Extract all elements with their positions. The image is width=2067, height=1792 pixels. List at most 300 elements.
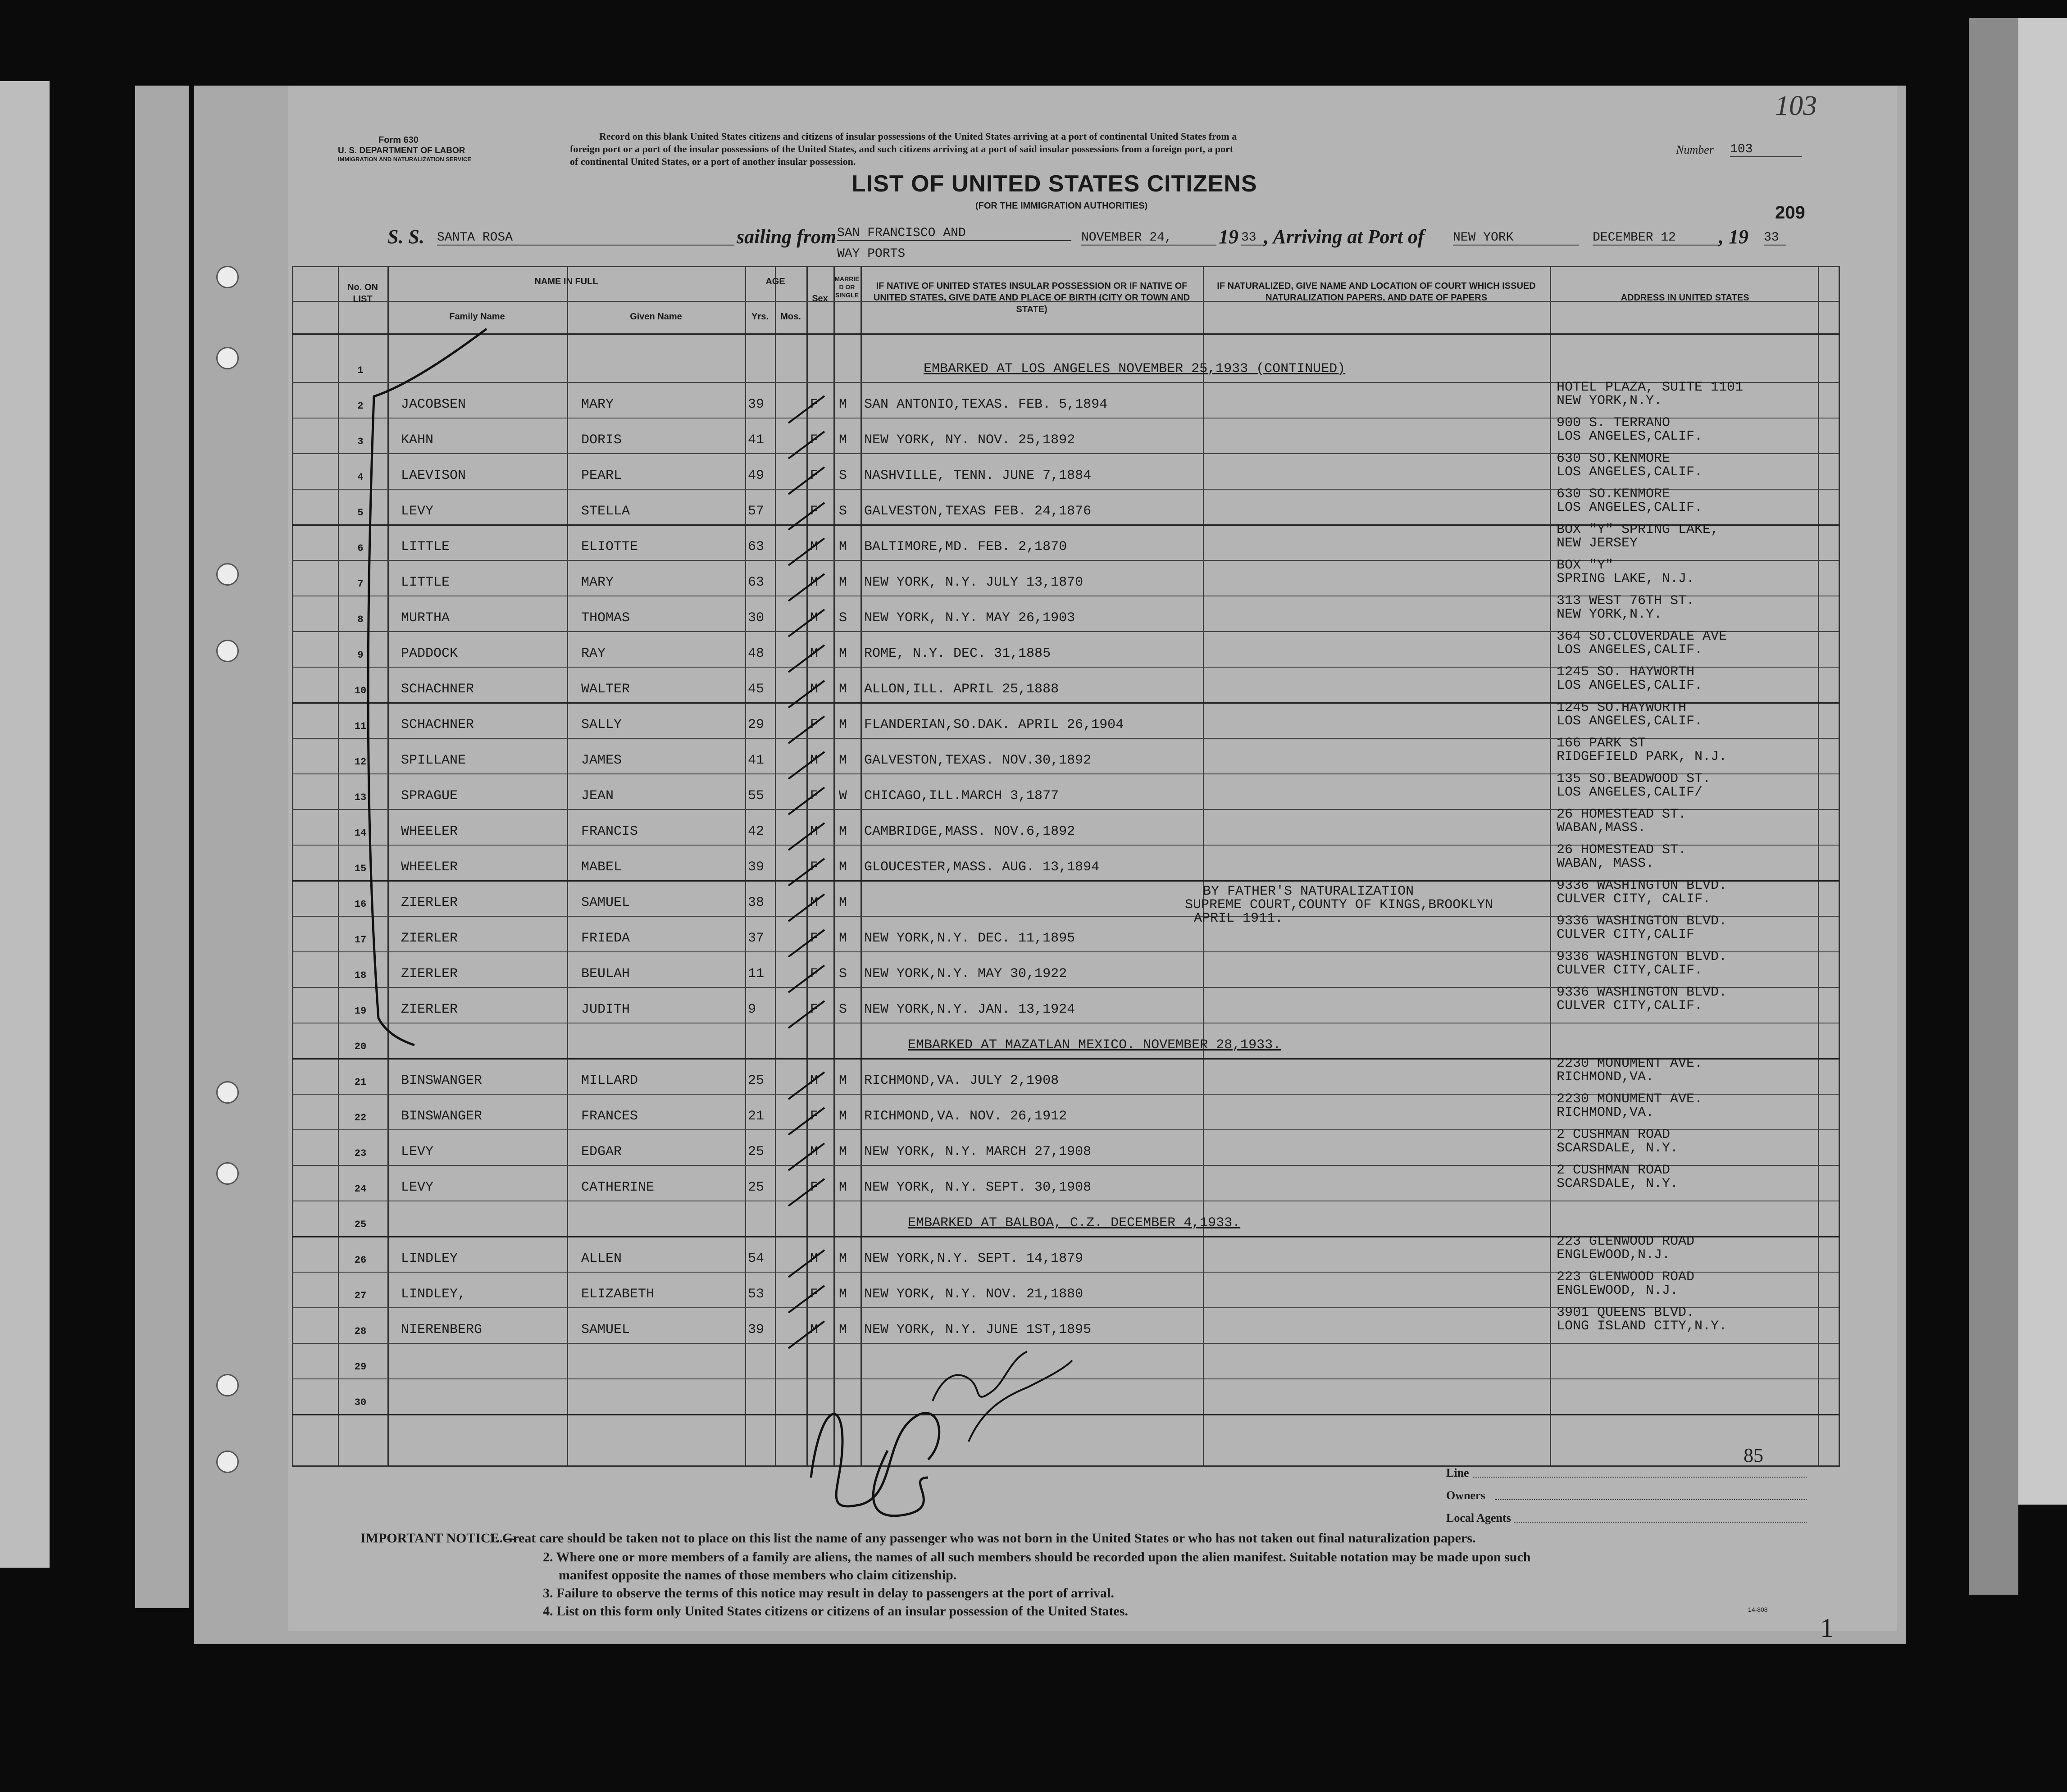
form-intro-1: Record on this blank United States citizens and citizens of insular possessions of the United States arriving at a port of continental United States from a [599,131,1237,142]
given-name: JUDITH [581,1002,630,1017]
address-line-2: RICHMOND,VA. [1557,1105,1654,1120]
family-name: KAHN [401,432,434,448]
age-years: 41 [748,753,765,768]
address-line-1: 9336 WASHINGTON BLVD. [1557,949,1727,964]
address-line-2: WABAN,MASS. [1557,820,1646,836]
arrival-date: DECEMBER 12 [1593,231,1719,246]
form-intro-2: foreign port or a port of the insular possessions of the United States, and such citizens arriving at a port of said insular possessions from a foreign port, a port [570,143,1234,155]
family-name: BINSWANGER [401,1109,483,1124]
line-number: 12 [354,756,367,768]
line-label: Line [1446,1466,1469,1479]
address-line-2: LOS ANGELES,CALIF. [1557,464,1703,480]
address-line-2: RICHMOND,VA. [1557,1069,1654,1085]
sex: F [810,504,819,519]
ss-label: S. S. [387,226,424,248]
address-line-1: 1245 SO.HAYWORTH [1557,700,1687,715]
address-line-1: 900 S. TERRANO [1557,415,1671,431]
line-number: 30 [354,1397,367,1408]
line-number: 24 [354,1183,367,1195]
marital-status: M [839,931,847,946]
ship-name: SANTA ROSA [437,231,734,246]
address-line-1: 364 SO.CLOVERDALE AVE [1557,629,1727,644]
age-years: 39 [748,1322,765,1337]
address-line-2: SCARSDALE, N.Y. [1557,1176,1679,1192]
age-years: 54 [748,1251,765,1266]
header-age-months: Mos. [780,312,801,322]
owners-field [1495,1499,1807,1500]
family-name: PADDOCK [401,646,458,661]
col-divider [1818,266,1819,1467]
given-name: MARY [581,397,614,412]
age-years: 63 [748,575,765,590]
address-line-2: NEW YORK,N.Y. [1557,393,1662,409]
given-name: PEARL [581,468,622,483]
header-no-on-list: No. ON LIST [347,282,378,304]
sailing-date: NOVEMBER 24, [1081,231,1216,246]
notice-1: 1. Great care should be taken not to place on this list the name of any passenger who was not born in the United States or who has not taken out final naturalization papers. [489,1531,1476,1546]
header-sex: Sex [812,294,828,304]
age-years: 63 [748,539,765,555]
birth-place-date: NEW YORK, N.Y. JULY 13,1870 [864,575,1084,590]
address-line-2: SPRING LAKE, N.J. [1557,571,1695,587]
line-number: 23 [354,1148,367,1159]
sex: M [810,1322,819,1337]
given-name: SAMUEL [581,1322,630,1337]
age-years: 39 [748,397,765,412]
address-line-1: 630 SO.KENMORE [1557,451,1671,466]
binder-hole [216,266,239,288]
marital-status: M [839,1109,847,1124]
line-number: 22 [354,1112,367,1123]
owners-label: Owners [1446,1489,1485,1502]
sailing-from-label: sailing from [737,226,837,248]
form-intro-3: of continental United States, or a port of another insular possession. [570,156,856,167]
sex: M [810,1251,819,1266]
address-line-1: 26 HOMESTEAD ST. [1557,807,1687,822]
sex: F [810,1109,819,1124]
age-years: 57 [748,504,765,519]
line-number: 4 [357,472,364,483]
line-number: 20 [354,1041,367,1052]
family-name: SPRAGUE [401,788,458,804]
marital-status: S [839,504,847,519]
given-name: EDGAR [581,1144,622,1160]
family-name: LINDLEY, [401,1287,466,1302]
number-label: Number [1676,143,1714,156]
age-years: 48 [748,646,765,661]
address-line-2: NEW YORK,N.Y. [1557,607,1662,622]
address-line-1: 2 CUSHMAN ROAD [1557,1127,1671,1142]
header-married-single: MARRIED OR SINGLE [834,275,860,299]
address-line-1: 313 WEST 76TH ST. [1557,593,1695,609]
family-name: WHEELER [401,824,458,839]
address-line-1: BOX "Y" SPRING LAKE, [1557,522,1719,537]
address-line-1: 3901 QUEENS BLVD. [1557,1305,1695,1320]
birth-place-date: BALTIMORE,MD. FEB. 2,1870 [864,539,1067,555]
line-number: 13 [354,792,367,803]
marital-status: M [839,824,847,839]
address-line-1: HOTEL PLAZA, SUITE 1101 [1557,380,1744,395]
family-name: ZIERLER [401,931,458,946]
given-name: CATHERINE [581,1180,655,1195]
notice-2b: manifest opposite the names of those members who claim citizenship. [559,1568,957,1583]
marital-status: S [839,1002,847,1017]
given-name: MABEL [581,860,622,875]
marital-status: M [839,1144,847,1160]
birth-place-date: CHICAGO,ILL.MARCH 3,1877 [864,788,1059,804]
marital-status: M [839,432,847,448]
given-name: JAMES [581,753,622,768]
age-years: 53 [748,1287,765,1302]
header-address: ADDRESS IN UNITED STATES [1621,293,1749,303]
section-heading: EMBARKED AT MAZATLAN MEXICO. NOVEMBER 28,1933. [908,1037,1281,1053]
line-number: 21 [354,1077,367,1088]
binder-hole [216,563,239,586]
line-number: 27 [354,1290,367,1301]
line-number: 7 [357,578,364,590]
address-line-2: LONG ISLAND CITY,N.Y. [1557,1319,1727,1334]
given-name: MARY [581,575,614,590]
sex: F [810,1180,819,1195]
line-number: 9 [357,650,364,661]
age-years: 49 [748,468,765,483]
address-line-1: 2 CUSHMAN ROAD [1557,1163,1671,1178]
address-line-1: 9336 WASHINGTON BLVD. [1557,878,1727,893]
handwritten-marks [333,315,1685,1396]
address-line-2: LOS ANGELES,CALIF. [1557,678,1703,693]
age-years: 55 [748,788,765,804]
number-value: 103 [1730,142,1802,157]
line-number: 16 [354,899,367,910]
line-number: 2 [357,400,364,412]
age-years: 25 [748,1073,765,1088]
marital-status: M [839,1287,847,1302]
birth-place-date: GALVESTON,TEXAS. NOV.30,1892 [864,753,1092,768]
address-line-1: 630 SO.KENMORE [1557,487,1671,502]
address-line-1: 26 HOMESTEAD ST. [1557,842,1687,858]
line-number: 8 [357,614,364,625]
given-name: ELIOTTE [581,539,638,555]
corner-page-number: 103 [1775,91,1817,121]
birth-place-date: NEW YORK, N.Y. NOV. 21,1880 [864,1287,1084,1302]
given-name: ELIZABETH [581,1287,655,1302]
family-name: SPILLANE [401,753,466,768]
line-number: 29 [354,1361,367,1373]
address-line-2: LOS ANGELES,CALIF. [1557,642,1703,658]
address-line-1: BOX "Y" [1557,558,1614,573]
local-agents-field [1514,1522,1807,1523]
family-name: LEVY [401,1180,434,1195]
line-field [1473,1477,1807,1478]
birth-place-date: NEW YORK,N.Y. DEC. 11,1895 [864,931,1075,946]
address-line-1: 2230 MONUMENT AVE. [1557,1056,1703,1071]
age-years: 9 [748,1002,756,1017]
line-number: 5 [357,507,364,518]
header-family-name: Family Name [449,312,505,322]
marital-status: M [839,1251,847,1266]
family-name: LEVY [401,1144,434,1160]
line-number: 15 [354,863,367,874]
local-agents-label: Local Agents [1446,1511,1511,1524]
form-service: IMMIGRATION AND NATURALIZATION SERVICE [338,156,472,163]
family-name: BINSWANGER [401,1073,483,1088]
line-number: 14 [354,828,367,839]
year-prefix-1: 19 [1219,226,1238,248]
sex: F [810,860,819,875]
address-line-1: 1245 SO. HAYWORTH [1557,664,1695,680]
sex: M [810,575,819,590]
age-years: 21 [748,1109,765,1124]
marital-status: M [839,646,847,661]
marital-status: M [839,575,847,590]
family-name: ZIERLER [401,1002,458,1017]
family-name: SCHACHNER [401,717,474,732]
naturalization-note-2: SUPREME COURT,COUNTY OF KINGS,BROOKLYN [1185,897,1493,913]
address-line-1: 223 GLENWOOD ROAD [1557,1269,1695,1285]
address-line-1: 223 GLENWOOD ROAD [1557,1234,1695,1249]
given-name: STELLA [581,504,630,519]
line-number: 17 [354,934,367,946]
binder-hole [216,640,239,662]
sex: M [810,1144,819,1160]
address-line-2: WABAN, MASS. [1557,856,1654,871]
header-name-in-full: NAME IN FULL [534,277,598,287]
birth-place-date: NEW YORK, N.Y. MAY 26,1903 [864,610,1075,626]
age-years: 41 [748,432,765,448]
birth-place-date: FLANDERIAN,SO.DAK. APRIL 26,1904 [864,717,1124,732]
form-department: U. S. DEPARTMENT OF LABOR [338,146,465,155]
marital-status: S [839,966,847,982]
left-edge-page [0,81,50,1568]
marital-status: M [839,539,847,555]
section-heading: EMBARKED AT BALBOA, C.Z. DECEMBER 4,1933. [908,1215,1241,1231]
address-line-2: LOS ANGELES,CALIF. [1557,429,1703,444]
birth-place-date: NEW YORK, N.Y. MARCH 27,1908 [864,1144,1092,1160]
line-number: 26 [354,1255,367,1266]
line-number: 11 [354,721,367,732]
given-name: SAMUEL [581,895,630,910]
line-number: 3 [357,436,364,447]
marital-status: M [839,895,847,910]
family-name: NIERENBERG [401,1322,483,1337]
marital-status: S [839,468,847,483]
arrival-port: NEW YORK [1453,231,1579,246]
address-line-2: ENGLEWOOD,N.J. [1557,1247,1671,1263]
family-name: LEVY [401,504,434,519]
address-line-1: 166 PARK ST [1557,736,1646,751]
sex: M [810,646,819,661]
sex: F [810,931,819,946]
sex: F [810,1287,819,1302]
stamped-number: 209 [1775,203,1805,223]
binder-hole [216,1081,239,1104]
left-edge-page-2 [135,86,189,1608]
marital-status: M [839,1322,847,1337]
marital-status: W [839,788,847,804]
age-years: 30 [748,610,765,626]
family-name: WHEELER [401,860,458,875]
given-name: FRANCES [581,1109,638,1124]
address-line-2: NEW JERSEY [1557,536,1638,551]
departure-port-1: SAN FRANCISCO AND [837,226,1071,241]
family-name: LITTLE [401,539,450,555]
header-given-name: Given Name [630,312,682,322]
address-line-1: 9336 WASHINGTON BLVD. [1557,985,1727,1000]
marital-status: M [839,753,847,768]
sex: F [810,1002,819,1017]
page-mark: 1 [1820,1613,1834,1643]
print-code: 14-808 [1748,1606,1768,1613]
birth-place-date: RICHMOND,VA. NOV. 26,1912 [864,1109,1067,1124]
birth-place-date: CAMBRIDGE,MASS. NOV.6,1892 [864,824,1075,839]
form-number: Form 630 [378,135,419,145]
section-heading: EMBARKED AT LOS ANGELES NOVEMBER 25,1933 (CONTINUED) [924,361,1346,377]
sex: F [810,966,819,982]
marital-status: S [839,610,847,626]
header-age-years: Yrs. [751,312,769,322]
page-count: 85 [1744,1444,1763,1466]
sex: M [810,824,819,839]
line-number: 28 [354,1326,367,1337]
birth-place-date: RICHMOND,VA. JULY 2,1908 [864,1073,1059,1088]
address-line-2: ENGLEWOOD, N.J. [1557,1283,1679,1298]
birth-place-date: GALVESTON,TEXAS FEB. 24,1876 [864,504,1092,519]
line-number: 25 [354,1219,367,1230]
sex: F [810,717,819,732]
year-prefix-2: , 19 [1719,226,1748,248]
address-line-2: CULVER CITY,CALIF. [1557,998,1703,1014]
form-title: LIST OF UNITED STATES CITIZENS [851,171,1257,197]
given-name: RAY [581,646,606,661]
departure-port-2: WAY PORTS [837,247,906,261]
given-name: WALTER [581,682,630,697]
sex: M [810,539,819,555]
given-name: BEULAH [581,966,630,982]
address-line-1: 2230 MONUMENT AVE. [1557,1092,1703,1107]
notice-title: IMPORTANT NOTICE.— [360,1531,517,1546]
age-years: 42 [748,824,765,839]
address-line-2: LOS ANGELES,CALIF. [1557,714,1703,729]
given-name: FRANCIS [581,824,638,839]
address-line-1: 135 SO.BEADWOOD ST. [1557,771,1711,787]
given-name: THOMAS [581,610,630,626]
marital-status: M [839,397,847,412]
birth-place-date: GLOUCESTER,MASS. AUG. 13,1894 [864,860,1100,875]
family-name: LAEVISON [401,468,466,483]
age-years: 38 [748,895,765,910]
right-back-page [1969,18,2018,1595]
sex: M [810,610,819,626]
notice-2a: 2. Where one or more members of a family are aliens, the names of all such members should be recorded upon the alien manifest. Suitable notation may be made upon such [543,1550,1531,1565]
line-number: 19 [354,1005,367,1017]
age-years: 29 [748,717,765,732]
age-years: 37 [748,931,765,946]
age-years: 25 [748,1180,765,1195]
header-age: AGE [765,277,785,287]
birth-place-date: NEW YORK, N.Y. SEPT. 30,1908 [864,1180,1092,1195]
given-name: DORIS [581,432,622,448]
sex: F [810,397,819,412]
sex: F [810,468,819,483]
binder-hole [216,1374,239,1396]
marital-status: M [839,1180,847,1195]
address-line-2: RIDGEFIELD PARK, N.J. [1557,749,1727,764]
address-line-2: CULVER CITY,CALIF [1557,927,1695,942]
header-birth: IF NATIVE OF UNITED STATES INSULAR POSSESSION OR IF NATIVE OF UNITED STATES, GIVE DATE AND PLACE OF BIRTH (CITY OR TOWN AND STATE) [873,281,1190,314]
family-name: ZIERLER [401,966,458,982]
binder-hole [216,347,239,369]
birth-place-date: ALLON,ILL. APRIL 25,1888 [864,682,1059,697]
address-line-1: 9336 WASHINGTON BLVD. [1557,914,1727,929]
marital-status: M [839,860,847,875]
given-name: FRIEDA [581,931,630,946]
birth-place-date: NEW YORK,N.Y. MAY 30,1922 [864,966,1067,982]
age-years: 45 [748,682,765,697]
given-name: MILLARD [581,1073,638,1088]
marital-status: M [839,682,847,697]
form-subtitle: (FOR THE IMMIGRATION AUTHORITIES) [975,201,1148,211]
sex: M [810,1073,819,1088]
age-years: 39 [748,860,765,875]
birth-place-date: NASHVILLE, TENN. JUNE 7,1884 [864,468,1092,483]
birth-place-date: NEW YORK,N.Y. SEPT. 14,1879 [864,1251,1084,1266]
naturalization-note-3: APRIL 1911. [1194,911,1284,926]
inspector-signature [793,1342,1081,1532]
sailing-year: 33 [1241,231,1264,246]
marital-status: M [839,1073,847,1088]
notice-4: 4. List on this form only United States citizens or citizens of an insular possession of the United States. [543,1604,1128,1619]
address-line-2: CULVER CITY, CALIF. [1557,891,1711,907]
family-name: LITTLE [401,575,450,590]
given-name: JEAN [581,788,614,804]
right-edge-page [2017,18,2067,1505]
birth-place-date: ROME, N.Y. DEC. 31,1885 [864,646,1051,661]
notice-3: 3. Failure to observe the terms of this notice may result in delay to passengers at the port of arrival. [543,1586,1114,1601]
line-number: 6 [357,543,364,554]
arriving-label: , Arriving at Port of [1264,226,1425,248]
line-number: 10 [354,685,367,696]
binder-hole [216,1162,239,1185]
sex: M [810,753,819,768]
birth-place-date: NEW YORK, N.Y. JUNE 1ST,1895 [864,1322,1092,1337]
naturalization-note-1: BY FATHER'S NATURALIZATION [1203,884,1414,899]
given-name: SALLY [581,717,622,732]
header-naturalized: IF NATURALIZED, GIVE NAME AND LOCATION OF COURT WHICH ISSUED NATURALIZATION PAPERS, AND DATE OF PAPERS [1217,281,1536,303]
binder-hole [216,1451,239,1473]
birth-place-date: NEW YORK,N.Y. JAN. 13,1924 [864,1002,1075,1017]
family-name: JACOBSEN [401,397,466,412]
birth-place-date: NEW YORK, NY. NOV. 25,1892 [864,432,1075,448]
line-number: 1 [357,365,364,376]
address-line-2: LOS ANGELES,CALIF. [1557,500,1703,515]
arrival-year: 33 [1764,231,1786,246]
marital-status: M [839,717,847,732]
sex: F [810,432,819,448]
birth-place-date: SAN ANTONIO,TEXAS. FEB. 5,1894 [864,397,1108,412]
address-line-2: CULVER CITY,CALIF. [1557,963,1703,978]
sex: F [810,788,819,804]
family-name: ZIERLER [401,895,458,910]
address-line-2: SCARSDALE, N.Y. [1557,1141,1679,1156]
address-line-2: LOS ANGELES,CALIF/ [1557,785,1703,800]
sex: M [810,682,819,697]
line-number: 18 [354,970,367,981]
family-name: MURTHA [401,610,450,626]
family-name: SCHACHNER [401,682,474,697]
family-name: LINDLEY [401,1251,458,1266]
sex: M [810,895,819,910]
age-years: 11 [748,966,765,982]
